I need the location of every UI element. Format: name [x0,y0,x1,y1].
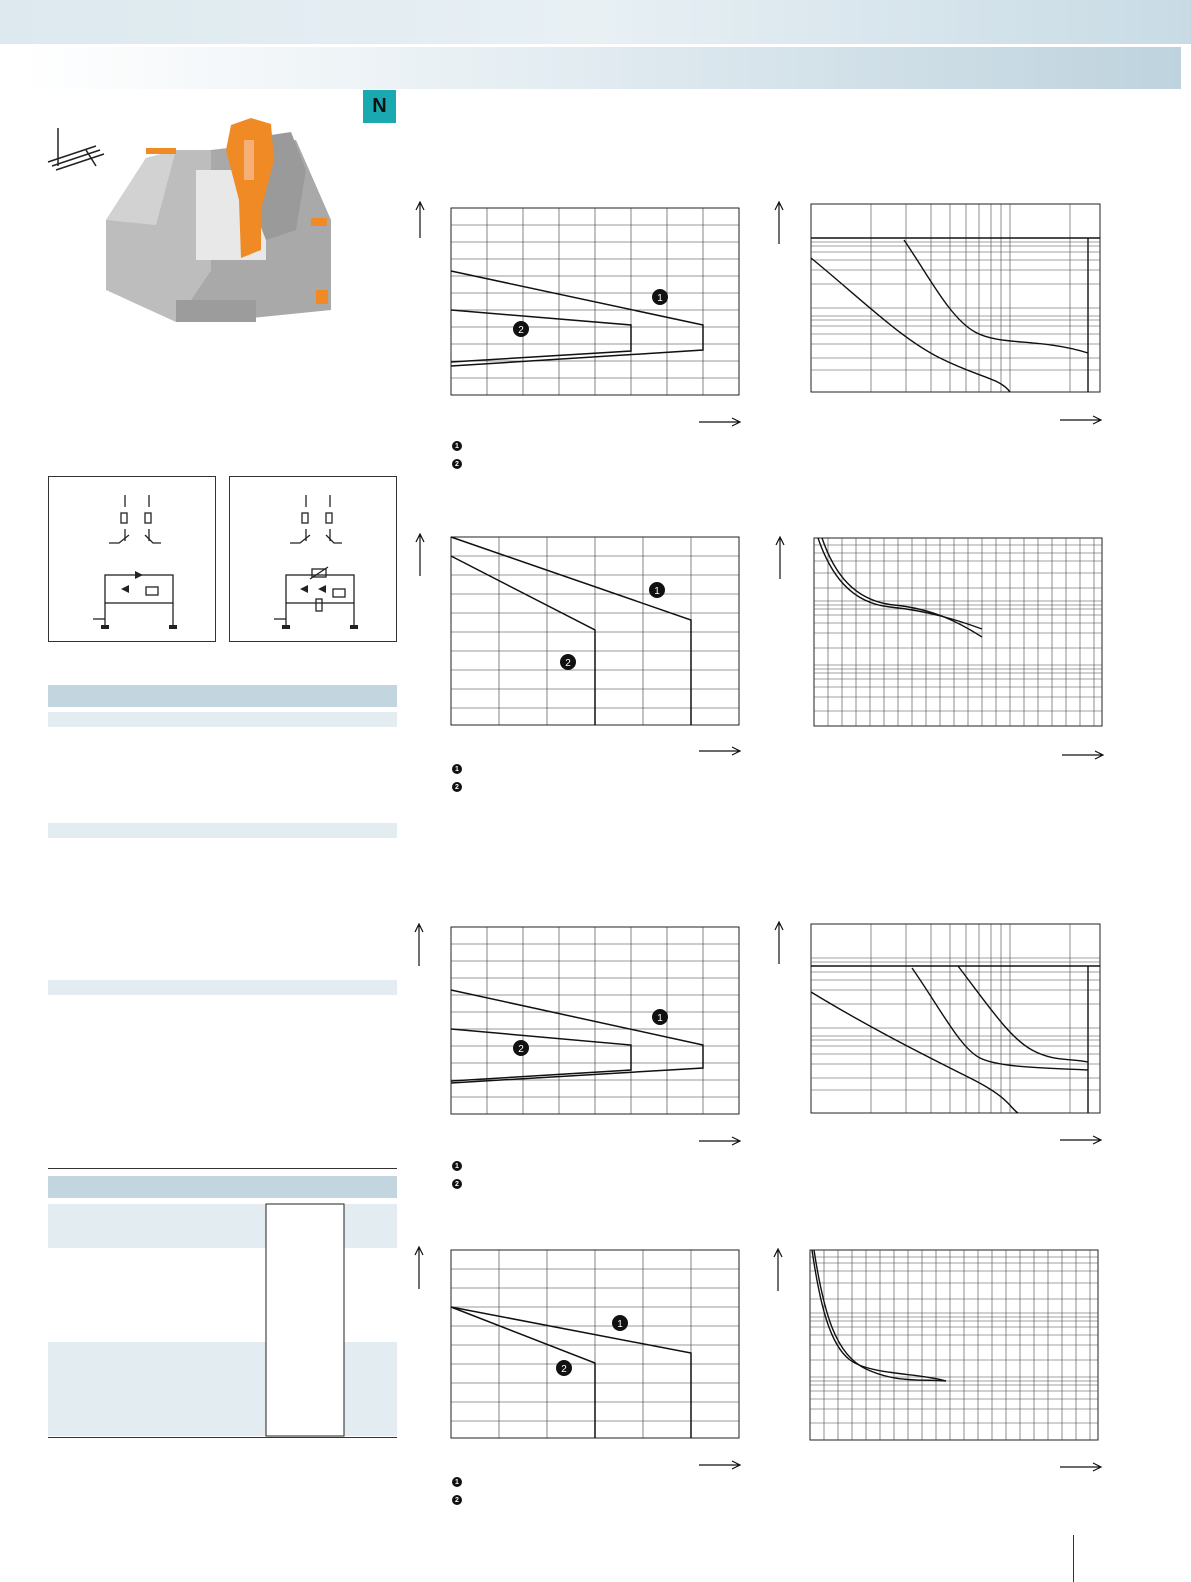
legend-3 [452,1157,468,1193]
legend-item [452,455,468,473]
legend-item [452,1491,468,1509]
chart-2 [770,198,1110,438]
y-axis-arrow [774,1249,782,1291]
page-margin-rule [1073,1535,1074,1582]
subsection-header-2 [48,823,397,838]
y-axis-arrow [775,202,783,244]
mounting-icon [48,128,104,170]
section-header-technical-data [48,685,397,707]
legend-item [452,1157,468,1175]
y-axis-arrow [415,1247,423,1289]
y-axis-arrow [416,534,424,576]
series-2-line [451,310,631,362]
series-line [811,992,1018,1113]
svg-text:1: 1 [657,293,663,304]
legend-marker-1: 1 [452,1477,462,1487]
y-axis-arrow [776,537,784,579]
chart-4 [770,533,1110,773]
legend-marker-2: 2 [452,1495,462,1505]
series-line [818,538,982,629]
chart-8 [770,1245,1110,1485]
y-axis-arrow [416,202,424,238]
marker-2 [513,1040,529,1056]
series-1-line [451,537,691,725]
legend-4 [452,1473,468,1509]
x-axis-arrow [699,1137,740,1145]
legend-item [452,760,468,778]
x-axis-arrow [699,1461,740,1469]
series-1-line [451,271,703,366]
marker-2 [560,654,576,670]
series-1-line [451,1307,691,1438]
chart-3 [410,530,750,770]
svg-text:2: 2 [518,1044,524,1055]
legend-item [452,1175,468,1193]
legend-1 [452,437,468,473]
series-line [912,968,1088,1070]
series-line [958,966,1088,1062]
legend-marker-1: 1 [452,1161,462,1171]
marker-2 [513,321,529,337]
series-1-line [451,990,703,1083]
marker-1 [652,289,668,305]
legend-item [452,1473,468,1491]
chart-1 [410,200,750,440]
marker-2 [556,1360,572,1376]
marker-1 [649,582,665,598]
subsection-header-1 [48,712,397,727]
series-2-line [451,1307,595,1438]
category-badge: N [363,90,396,123]
series-line [812,1250,946,1381]
x-axis-arrow [699,747,740,755]
y-axis-arrow [775,922,783,964]
svg-text:1: 1 [654,586,660,597]
circuit-diagram-2 [229,476,397,642]
legend-marker-1: 1 [452,764,462,774]
legend-item [452,778,468,796]
chart-5 [410,920,750,1160]
product-image [46,110,366,350]
x-axis-arrow [699,418,740,426]
svg-text:1: 1 [657,1013,663,1024]
y-axis-arrow [415,924,423,966]
legend-item [452,437,468,455]
marker-1 [652,1009,668,1025]
series-line [811,258,1010,392]
chart-6 [770,918,1110,1158]
legend-marker-2: 2 [452,782,462,792]
subheader-band [20,47,1181,89]
series-2-line [451,556,595,725]
svg-text:2: 2 [565,658,571,669]
x-axis-arrow [1060,1136,1101,1144]
legend-marker-2: 2 [452,459,462,469]
legend-marker-1: 1 [452,441,462,451]
ordering-table [48,1168,397,1438]
header-band [0,0,1191,44]
svg-text:2: 2 [518,325,524,336]
subsection-header-3 [48,980,397,995]
svg-text:1: 1 [617,1319,623,1330]
marker-1 [612,1315,628,1331]
x-axis-arrow [1060,416,1101,424]
circuit-diagram-1 [48,476,216,642]
x-axis-arrow [1062,751,1103,759]
chart-7 [410,1243,750,1483]
series-line [904,240,1088,353]
legend-marker-2: 2 [452,1179,462,1189]
legend-2 [452,760,468,796]
svg-text:2: 2 [561,1364,567,1375]
x-axis-arrow [1060,1463,1101,1471]
